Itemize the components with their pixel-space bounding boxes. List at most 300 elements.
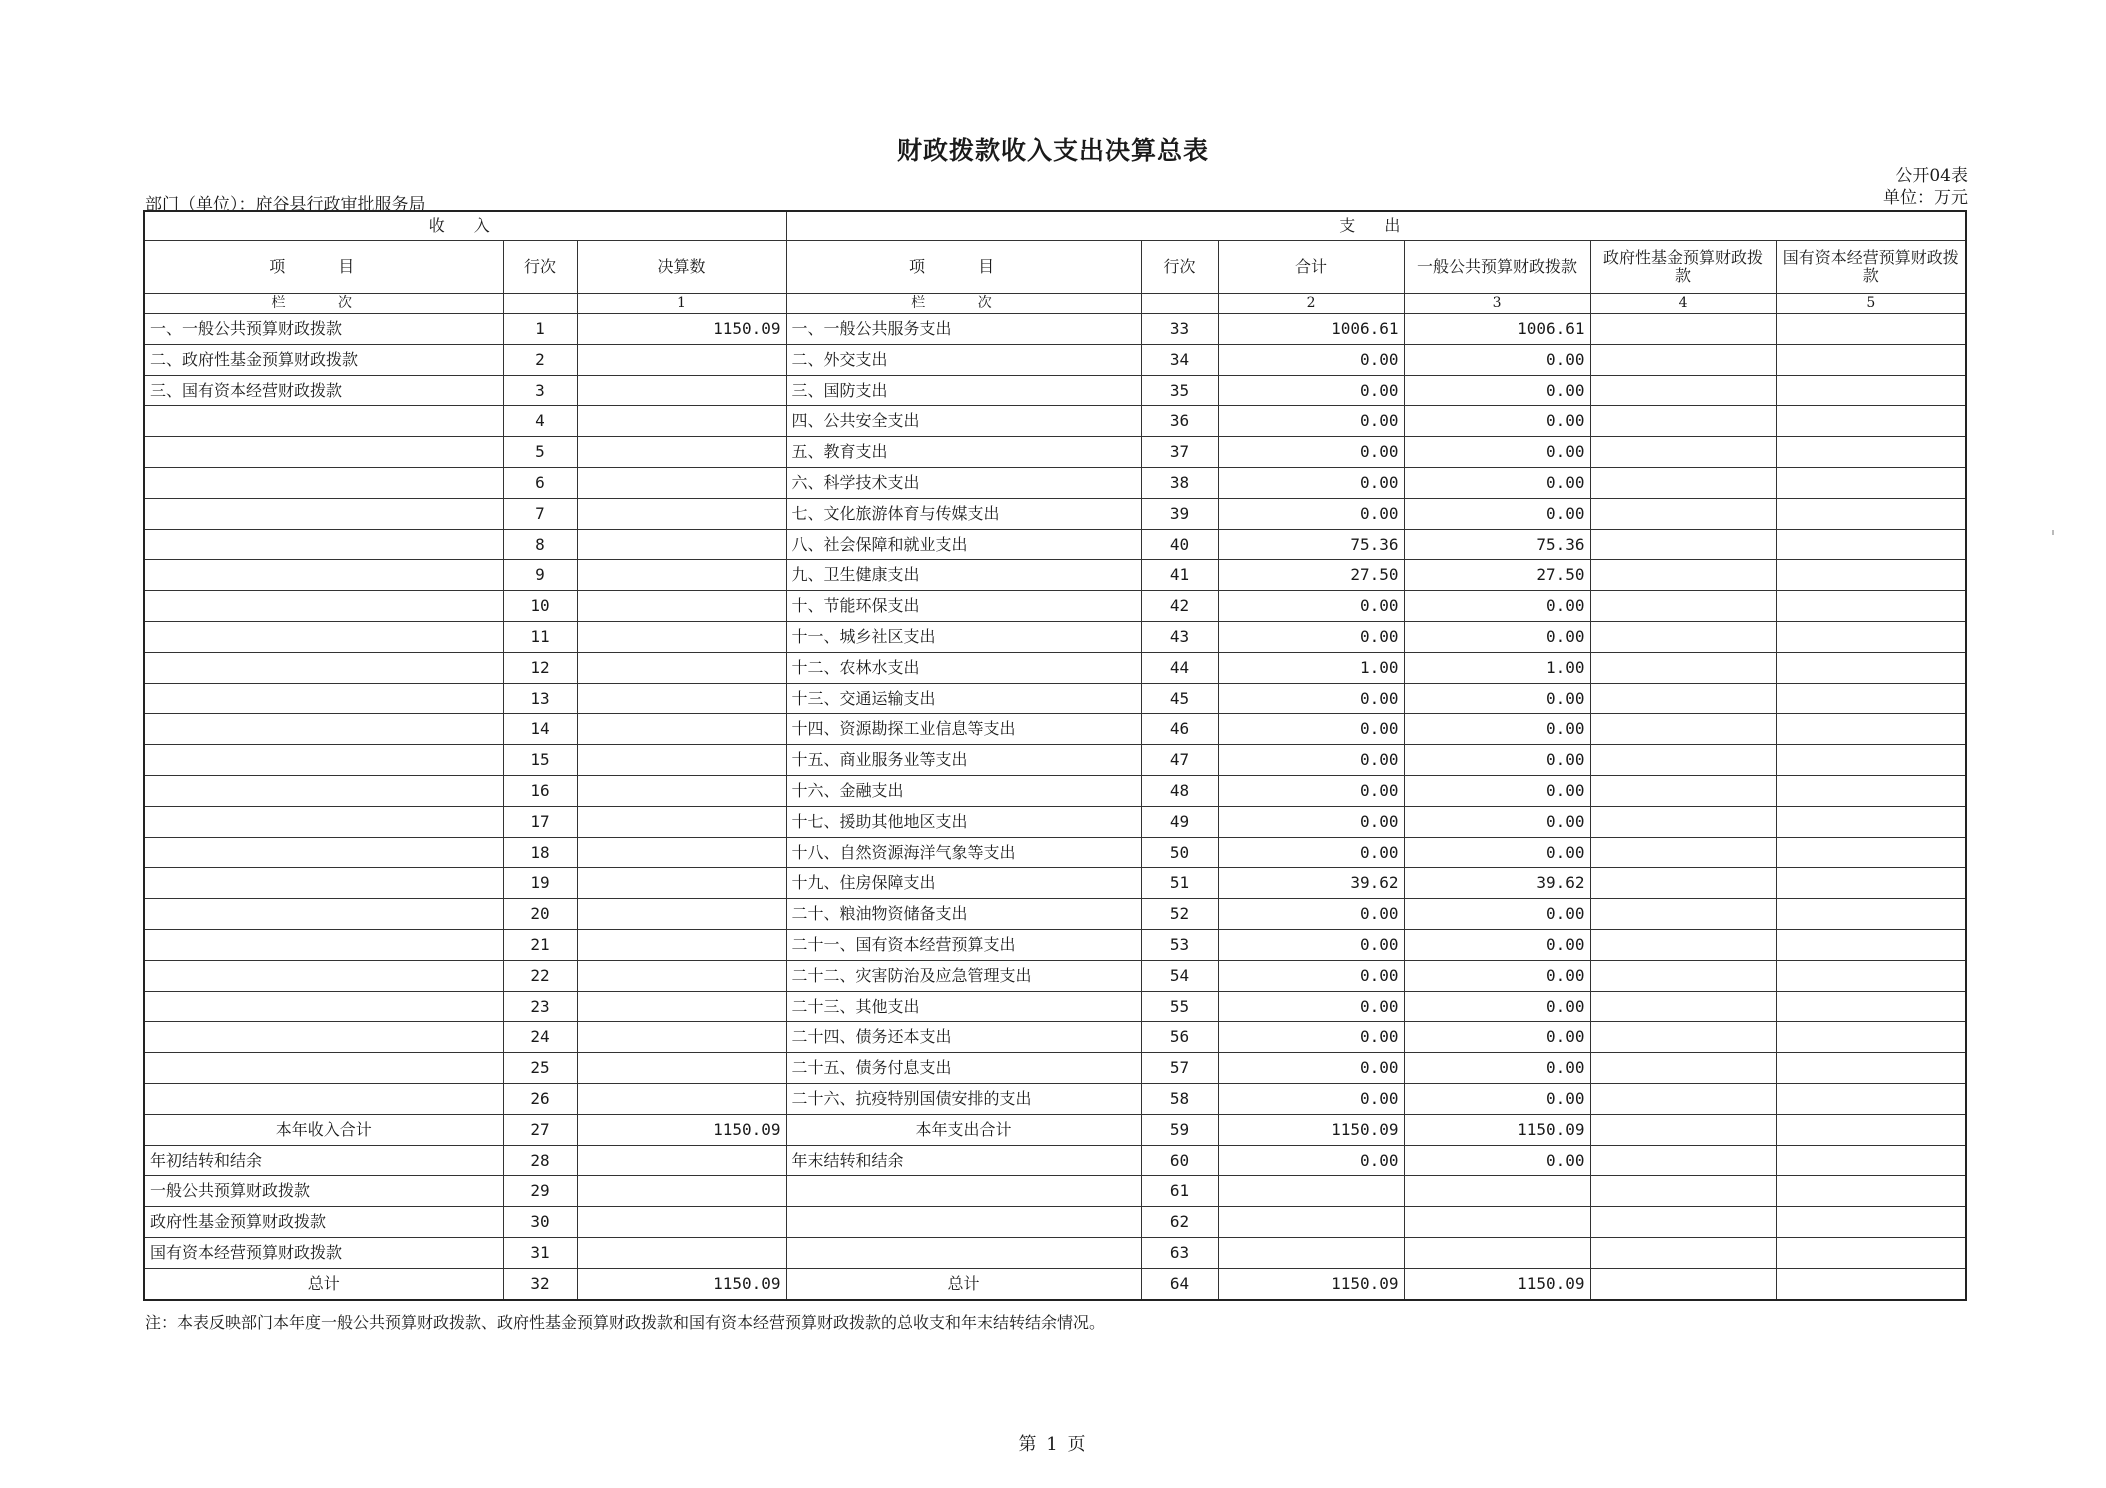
amount-cell (577, 467, 786, 498)
row-number: 18 (503, 837, 577, 868)
amount-cell: 1150.09 (1218, 1268, 1404, 1299)
blank-cell (1590, 1053, 1776, 1084)
blank-cell (1776, 1268, 1966, 1299)
general-budget-header: 一般公共预算财政拨款 (1404, 241, 1590, 294)
amount-cell (577, 775, 786, 806)
row-number: 29 (503, 1176, 577, 1207)
end-carry-label: 年末结转和结余 (786, 1145, 1141, 1176)
blank-cell (1776, 1176, 1966, 1207)
amount-cell (577, 683, 786, 714)
table-row (144, 775, 1966, 806)
row-number: 17 (503, 806, 577, 837)
amount-cell (577, 868, 786, 899)
amount-cell: 0.00 (1218, 837, 1404, 868)
row-number: 54 (1141, 960, 1218, 991)
row-number: 40 (1141, 529, 1218, 560)
row-number: 11 (503, 621, 577, 652)
amount-cell: 27.50 (1218, 560, 1404, 591)
column-header-row (144, 241, 1966, 294)
expense-item-cell: 五、教育支出 (786, 437, 1141, 468)
blank-cell (1776, 498, 1966, 529)
blank-cell (1590, 745, 1776, 776)
expense-item-cell: 二十六、抗疫特别国债安排的支出 (786, 1083, 1141, 1114)
amount-cell (577, 899, 786, 930)
amount-cell: 0.00 (1404, 406, 1590, 437)
amount-cell: 1150.09 (1404, 1114, 1590, 1145)
blank-cell (1590, 467, 1776, 498)
section-header-row (144, 211, 1966, 241)
row-number: 39 (1141, 498, 1218, 529)
amount-cell: 0.00 (1404, 806, 1590, 837)
grand-expense-label: 总计 (786, 1268, 1141, 1299)
blank-cell (1776, 1145, 1966, 1176)
blank-cell (1590, 652, 1776, 683)
expense-item-cell: 二十四、债务还本支出 (786, 1022, 1141, 1053)
row-number: 13 (503, 683, 577, 714)
row-number: 38 (1141, 467, 1218, 498)
table-row (144, 560, 1966, 591)
row-number: 33 (1141, 314, 1218, 345)
expense-item-cell: 十九、住房保障支出 (786, 868, 1141, 899)
blank-cell (1590, 1114, 1776, 1145)
amount-cell: 0.00 (1218, 437, 1404, 468)
col-index-3: 3 (1404, 294, 1590, 314)
expense-item-cell: 十六、金融支出 (786, 775, 1141, 806)
blank-cell (1776, 1053, 1966, 1084)
expense-item-cell: 二、外交支出 (786, 344, 1141, 375)
amount-cell: 0.00 (1218, 1053, 1404, 1084)
row-number: 9 (503, 560, 577, 591)
expense-item-cell: 二十三、其他支出 (786, 991, 1141, 1022)
amount-cell (577, 560, 786, 591)
amount-cell: 0.00 (1404, 344, 1590, 375)
row-number: 1 (503, 314, 577, 345)
amount-cell: 0.00 (1404, 960, 1590, 991)
table-row (144, 899, 1966, 930)
expense-item-cell: 二十、粮油物资储备支出 (786, 899, 1141, 930)
income-item-cell (144, 621, 503, 652)
blank-cell (1590, 837, 1776, 868)
row-number: 57 (1141, 1053, 1218, 1084)
row-number: 51 (1141, 868, 1218, 899)
row-number: 2 (503, 344, 577, 375)
amount-cell (577, 437, 786, 468)
amount-cell: 0.00 (1218, 1083, 1404, 1114)
blank-cell (1776, 344, 1966, 375)
expense-item-cell: 七、文化旅游体育与传媒支出 (786, 498, 1141, 529)
row-number: 52 (1141, 899, 1218, 930)
row-number: 46 (1141, 714, 1218, 745)
expense-rowno-header: 行次 (1141, 241, 1218, 294)
amount-cell: 0.00 (1404, 683, 1590, 714)
blank-cell (1590, 406, 1776, 437)
row-number: 30 (503, 1207, 577, 1238)
blank-cell (1590, 1022, 1776, 1053)
blank-cell (1590, 960, 1776, 991)
row-number: 20 (503, 899, 577, 930)
row-number: 22 (503, 960, 577, 991)
blank-cell (1776, 929, 1966, 960)
table-row (144, 498, 1966, 529)
blank-cell (1590, 1145, 1776, 1176)
expense-item-cell: 十八、自然资源海洋气象等支出 (786, 837, 1141, 868)
amount-cell: 1150.09 (1404, 1268, 1590, 1299)
expense-item-cell: 十五、商业服务业等支出 (786, 745, 1141, 776)
row-number: 26 (503, 1083, 577, 1114)
amount-cell (577, 991, 786, 1022)
blank-cell (1404, 1207, 1590, 1238)
income-total-row (144, 1114, 1966, 1145)
blank-cell (1776, 652, 1966, 683)
blank-cell (1590, 498, 1776, 529)
carry-general-label: 一般公共预算财政拨款 (144, 1176, 503, 1207)
blank-cell (1776, 868, 1966, 899)
blank-cell (1776, 960, 1966, 991)
row-number: 63 (1141, 1237, 1218, 1268)
blank-cell (1218, 1207, 1404, 1238)
row-number: 48 (1141, 775, 1218, 806)
amount-cell (577, 837, 786, 868)
amount-cell: 0.00 (1404, 745, 1590, 776)
row-number: 37 (1141, 437, 1218, 468)
table-row (144, 806, 1966, 837)
table-row (144, 991, 1966, 1022)
amount-cell: 1150.09 (1218, 1114, 1404, 1145)
blank-cell (577, 1237, 786, 1268)
amount-cell: 0.00 (1404, 1145, 1590, 1176)
table-row (144, 683, 1966, 714)
amount-cell: 39.62 (1218, 868, 1404, 899)
expense-item-cell: 八、社会保障和就业支出 (786, 529, 1141, 560)
amount-cell: 39.62 (1404, 868, 1590, 899)
amount-cell: 1150.09 (577, 1114, 786, 1145)
blank-cell (1776, 1237, 1966, 1268)
amount-cell: 0.00 (1404, 437, 1590, 468)
expense-item-cell: 二十五、债务付息支出 (786, 1053, 1141, 1084)
row-number: 43 (1141, 621, 1218, 652)
table-row (144, 375, 1966, 406)
blank-cell (1218, 1237, 1404, 1268)
row-number: 61 (1141, 1176, 1218, 1207)
blank-cell (577, 1207, 786, 1238)
amount-cell: 0.00 (1404, 591, 1590, 622)
blank-cell (1590, 929, 1776, 960)
blank-cell (1590, 1207, 1776, 1238)
budget-table (143, 210, 1967, 1301)
expense-item-cell: 十、节能环保支出 (786, 591, 1141, 622)
blank-cell (1590, 1176, 1776, 1207)
row-number: 59 (1141, 1114, 1218, 1145)
amount-cell: 75.36 (1404, 529, 1590, 560)
row-number: 42 (1141, 591, 1218, 622)
amount-cell: 0.00 (1218, 899, 1404, 930)
blank-cell (1590, 806, 1776, 837)
table-row (144, 621, 1966, 652)
row-number: 7 (503, 498, 577, 529)
blank-cell (1776, 806, 1966, 837)
income-item-cell: 二、政府性基金预算财政拨款 (144, 344, 503, 375)
blank-cell (1776, 1207, 1966, 1238)
amount-cell: 0.00 (1218, 621, 1404, 652)
blank-cell (786, 1237, 1141, 1268)
row-number: 25 (503, 1053, 577, 1084)
row-number: 21 (503, 929, 577, 960)
amount-cell: 0.00 (1218, 467, 1404, 498)
row-number: 10 (503, 591, 577, 622)
table-row (144, 1022, 1966, 1053)
blank-cell (1404, 1176, 1590, 1207)
income-item-cell (144, 837, 503, 868)
row-number: 31 (503, 1237, 577, 1268)
table-row (144, 314, 1966, 345)
amount-cell: 1.00 (1404, 652, 1590, 683)
amount-cell (577, 621, 786, 652)
blank-cell (1590, 683, 1776, 714)
blank-cell (1776, 775, 1966, 806)
amount-cell: 0.00 (1218, 406, 1404, 437)
row-number: 55 (1141, 991, 1218, 1022)
amount-cell: 0.00 (1218, 1145, 1404, 1176)
income-item-cell (144, 1022, 503, 1053)
blank-cell (1590, 1268, 1776, 1299)
table-row (144, 929, 1966, 960)
amount-cell: 0.00 (1404, 991, 1590, 1022)
blank-cell (1776, 467, 1966, 498)
table-row (144, 960, 1966, 991)
row-number: 28 (503, 1145, 577, 1176)
blank-cell (1590, 1237, 1776, 1268)
amount-cell: 0.00 (1404, 929, 1590, 960)
income-item-cell (144, 467, 503, 498)
income-item-cell (144, 806, 503, 837)
expense-item-cell: 六、科学技术支出 (786, 467, 1141, 498)
column-index-row (144, 294, 1966, 314)
row-number: 41 (1141, 560, 1218, 591)
expense-item-cell: 十一、城乡社区支出 (786, 621, 1141, 652)
income-rowno-header: 行次 (503, 241, 577, 294)
col-index-4: 4 (1590, 294, 1776, 314)
amount-cell (577, 344, 786, 375)
carry-general-row (144, 1176, 1966, 1207)
col-index-1: 1 (577, 294, 786, 314)
amount-cell: 1006.61 (1404, 314, 1590, 345)
form-number: 公开04表 (1895, 166, 1968, 186)
blank-cell (1590, 1083, 1776, 1114)
blank-cell (1776, 1114, 1966, 1145)
scan-speck (2052, 530, 2054, 535)
amount-cell: 0.00 (1218, 929, 1404, 960)
amount-cell: 0.00 (1404, 714, 1590, 745)
table-row (144, 529, 1966, 560)
table-row (144, 652, 1966, 683)
row-number: 19 (503, 868, 577, 899)
income-column-label: 栏 次 (144, 294, 503, 314)
amount-cell (577, 375, 786, 406)
table-row (144, 837, 1966, 868)
amount-cell: 0.00 (1404, 837, 1590, 868)
page-title: 财政拨款收入支出决算总表 (896, 136, 1209, 165)
row-number: 14 (503, 714, 577, 745)
expense-total-label: 本年支出合计 (786, 1114, 1141, 1145)
blank-cell (1590, 868, 1776, 899)
income-total-label: 本年收入合计 (144, 1114, 503, 1145)
amount-cell (577, 929, 786, 960)
blank-cell (1776, 1083, 1966, 1114)
row-number: 50 (1141, 837, 1218, 868)
blank-cell (1776, 899, 1966, 930)
row-number: 60 (1141, 1145, 1218, 1176)
page-number: 第 1 页 (1018, 1434, 1088, 1455)
blank-cell (1590, 991, 1776, 1022)
blank-cell (1776, 314, 1966, 345)
row-number: 44 (1141, 652, 1218, 683)
row-number: 34 (1141, 344, 1218, 375)
expense-item-cell: 十三、交通运输支出 (786, 683, 1141, 714)
table-row (144, 406, 1966, 437)
row-number: 32 (503, 1268, 577, 1299)
begin-carry-label: 年初结转和结余 (144, 1145, 503, 1176)
row-number: 49 (1141, 806, 1218, 837)
amount-cell: 0.00 (1404, 1083, 1590, 1114)
blank-cell (1404, 1237, 1590, 1268)
amount-cell (577, 960, 786, 991)
blank-cell (1776, 714, 1966, 745)
amount-cell: 1.00 (1218, 652, 1404, 683)
final-amount-header: 决算数 (577, 241, 786, 294)
income-item-cell (144, 991, 503, 1022)
income-item-cell (144, 714, 503, 745)
income-item-cell (144, 529, 503, 560)
row-number: 53 (1141, 929, 1218, 960)
income-item-cell (144, 437, 503, 468)
blank-cell (1776, 406, 1966, 437)
amount-cell (577, 406, 786, 437)
expense-item-cell: 十七、援助其他地区支出 (786, 806, 1141, 837)
carry-fund-label: 政府性基金预算财政拨款 (144, 1207, 503, 1238)
row-number: 35 (1141, 375, 1218, 406)
amount-cell: 1006.61 (1218, 314, 1404, 345)
amount-cell: 0.00 (1404, 375, 1590, 406)
row-number: 5 (503, 437, 577, 468)
income-item-cell (144, 960, 503, 991)
income-section-header: 收 入 (144, 211, 786, 241)
amount-cell: 0.00 (1218, 591, 1404, 622)
expense-section-header: 支 出 (786, 211, 1966, 241)
grand-total-label: 总计 (144, 1268, 503, 1299)
row-number: 45 (1141, 683, 1218, 714)
amount-cell: 0.00 (1404, 775, 1590, 806)
amount-cell: 0.00 (1218, 775, 1404, 806)
amount-cell (577, 1022, 786, 1053)
carry-row (144, 1145, 1966, 1176)
row-number: 12 (503, 652, 577, 683)
row-number: 64 (1141, 1268, 1218, 1299)
blank-cell (1776, 683, 1966, 714)
income-item-cell (144, 591, 503, 622)
table-row (144, 344, 1966, 375)
blank-cell (1590, 621, 1776, 652)
state-capital-header: 国有资本经营预算财政拨款 (1776, 241, 1966, 294)
amount-cell (577, 1053, 786, 1084)
total-header: 合计 (1218, 241, 1404, 294)
blank-cell (1590, 591, 1776, 622)
income-item-cell (144, 1053, 503, 1084)
col-index-5: 5 (1776, 294, 1966, 314)
row-number: 47 (1141, 745, 1218, 776)
amount-cell: 0.00 (1404, 899, 1590, 930)
income-item-cell (144, 775, 503, 806)
income-item-cell (144, 868, 503, 899)
col-index-2: 2 (1218, 294, 1404, 314)
amount-cell: 0.00 (1218, 683, 1404, 714)
blank-cell (1776, 1022, 1966, 1053)
expense-item-cell: 十二、农林水支出 (786, 652, 1141, 683)
blank-cell (1590, 714, 1776, 745)
table-row (144, 714, 1966, 745)
amount-cell: 0.00 (1404, 498, 1590, 529)
blank-cell (1776, 437, 1966, 468)
amount-cell: 0.00 (1218, 960, 1404, 991)
amount-cell: 0.00 (1404, 1053, 1590, 1084)
amount-cell: 0.00 (1218, 344, 1404, 375)
amount-cell: 0.00 (1218, 498, 1404, 529)
amount-cell: 75.36 (1218, 529, 1404, 560)
table-row (144, 868, 1966, 899)
income-item-cell (144, 929, 503, 960)
income-item-cell (144, 560, 503, 591)
blank-cell (1590, 375, 1776, 406)
amount-cell: 0.00 (1218, 375, 1404, 406)
carry-capital-label: 国有资本经营预算财政拨款 (144, 1237, 503, 1268)
blank-cell (1590, 314, 1776, 345)
blank-cell (786, 1207, 1141, 1238)
income-item-cell (144, 652, 503, 683)
row-number: 15 (503, 745, 577, 776)
blank-cell (1218, 1176, 1404, 1207)
blank-cell (1776, 621, 1966, 652)
expense-item-cell: 一、一般公共服务支出 (786, 314, 1141, 345)
row-number: 24 (503, 1022, 577, 1053)
amount-cell (577, 745, 786, 776)
blank-cell (1776, 591, 1966, 622)
row-number: 6 (503, 467, 577, 498)
amount-cell: 0.00 (1218, 745, 1404, 776)
row-number: 4 (503, 406, 577, 437)
amount-cell (577, 591, 786, 622)
row-number: 62 (1141, 1207, 1218, 1238)
blank-cell (1590, 899, 1776, 930)
amount-cell: 0.00 (1218, 1022, 1404, 1053)
blank-cell (1590, 344, 1776, 375)
table-row (144, 437, 1966, 468)
income-item-cell (144, 683, 503, 714)
amount-cell: 0.00 (1404, 621, 1590, 652)
row-number: 16 (503, 775, 577, 806)
expense-column-label: 栏 次 (786, 294, 1141, 314)
row-number: 36 (1141, 406, 1218, 437)
amount-cell (577, 714, 786, 745)
footnote: 注：本表反映部门本年度一般公共预算财政拨款、政府性基金预算财政拨款和国有资本经营预算财政拨款的总收支和年末结转结余情况。 (145, 1313, 1106, 1332)
row-number: 27 (503, 1114, 577, 1145)
blank-cell (1141, 294, 1218, 314)
expense-item-cell: 二十一、国有资本经营预算支出 (786, 929, 1141, 960)
row-number: 58 (1141, 1083, 1218, 1114)
amount-cell (577, 806, 786, 837)
unit-label: 单位：万元 (1883, 188, 1968, 208)
blank-cell (577, 1176, 786, 1207)
carry-capital-row (144, 1237, 1966, 1268)
amount-cell: 0.00 (1404, 467, 1590, 498)
